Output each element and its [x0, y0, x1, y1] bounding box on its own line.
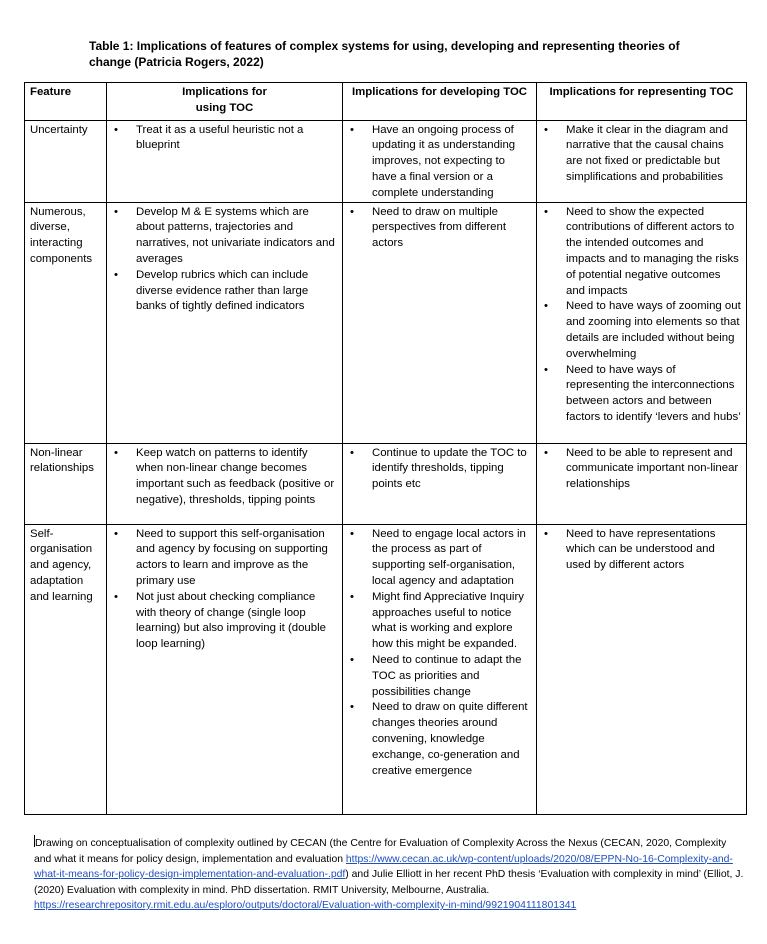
table-row-uncertainty	[25, 120, 747, 202]
bullet-item: • Need to show the expected contributions of different actors to the intended outcomes and impacts and to managing the risks of potential negative outcomes and impacts	[542, 205, 741, 300]
header-using-line2: using TOC	[195, 101, 254, 114]
bullet-item: • Need to engage local actors in the process as part of supporting self-organisation, local agency and adaptation	[348, 527, 531, 590]
feature-cell: Uncertainty	[25, 120, 107, 202]
table-row-non-linear	[25, 443, 747, 524]
bullet-item: • Need to have ways of representing the interconnections between actors and between factors to identify ‘levers and hubs’	[542, 363, 741, 426]
using-cell	[107, 202, 343, 443]
bullet-item: • Keep watch on patterns to identify when non-linear change becomes important such as feedback (positive or negative), thresholds, tipping points	[112, 446, 337, 509]
bullet-item: • Have an ongoing process of updating it as understanding improves, not expecting to have a final version or a complete understanding	[348, 123, 531, 202]
footnote-text-1: Drawing on conceptualisation of complexity outlined by CECAN (the Centre for Evaluation of Complexity Across the Nexus (CECAN, 2020, Complexity and what it means for policy design, implementation and evaluation	[34, 838, 727, 865]
footnote-text-2: ) and Julie Elliott in her recent PhD thesis ‘Evaluation with complexity in mind’ (Elliot, J. (2020) Evaluation with complexity in mind. PhD dissertation. RMIT University, Melbourne, Australia.	[34, 869, 744, 896]
feature-cell: Numerous, diverse, interacting components	[25, 202, 107, 443]
representing-cell	[537, 443, 747, 524]
bullet-item: • Develop rubrics which can include diverse evidence rather than large banks of tightly defined indicators	[112, 268, 337, 315]
representing-cell	[537, 524, 747, 814]
footnote	[34, 835, 746, 914]
header-row	[25, 83, 747, 121]
bullet-item: • Need to have representations which can be understood and used by different actors	[542, 527, 741, 574]
bullet-item: • Continue to update the TOC to identify thresholds, tipping points etc	[348, 446, 531, 493]
using-cell	[107, 120, 343, 202]
bullet-item: • Make it clear in the diagram and narrative that the causal chains are not fixed or predictable but simplifications and probabilities	[542, 123, 741, 186]
header-feature: Feature	[25, 83, 107, 121]
bullet-item: • Develop M & E systems which are about patterns, trajectories and narratives, not univariate indicators and averages	[112, 205, 337, 268]
feature-cell: Self-organisation and agency, adaptation and learning	[25, 524, 107, 814]
header-using-line1: Implications for	[182, 86, 267, 98]
table-row-components	[25, 202, 747, 443]
rmit-repository-link[interactable]: https://researchrepository.rmit.edu.au/esploro/outputs/doctoral/Evaluation-with-complexity-in-mind/9921904111801341	[34, 900, 577, 911]
developing-cell	[343, 443, 537, 524]
feature-cell: Non-linear relationships	[25, 443, 107, 524]
using-cell	[107, 524, 343, 814]
toc-implications-table	[24, 82, 747, 815]
representing-cell	[537, 202, 747, 443]
bullet-item: • Not just about checking compliance with theory of change (single loop learning) but also improving it (double loop learning)	[112, 590, 337, 653]
cecan-link[interactable]: https://www.cecan.ac.uk/wp-content/uploads/2020/08/EPPN-No-16-Complexity-and-what-it-means-for-policy-design-implementation-and-evaluation-.pdf	[34, 853, 733, 880]
developing-cell	[343, 524, 537, 814]
bullet-item: • Need to continue to adapt the TOC as priorities and possibilities change	[348, 653, 531, 700]
bullet-item: • Need to draw on multiple perspectives from different actors	[348, 205, 531, 252]
table-caption: Table 1: Implications of features of complex systems for using, developing and representing theories of change (Patricia Rogers, 2022)	[89, 39, 680, 69]
developing-cell	[343, 120, 537, 202]
bullet-item: • Treat it as a useful heuristic not a blueprint	[112, 123, 337, 155]
table-row-self-organisation	[25, 524, 747, 814]
developing-cell	[343, 202, 537, 443]
bullet-item: • Need to draw on quite different changes theories around convening, knowledge exchange, co-generation and creative emergence	[348, 700, 531, 779]
header-representing-toc: Implications for representing TOC	[537, 83, 747, 121]
bullet-item: • Need to have ways of zooming out and zooming into elements so that details are included without being overwhelming	[542, 299, 741, 362]
representing-cell	[537, 120, 747, 202]
header-using-toc	[107, 83, 343, 121]
bullet-item: • Might find Appreciative Inquiry approaches useful to notice what is working and explore how this might be expanded.	[348, 590, 531, 653]
header-developing-toc: Implications for developing TOC	[343, 83, 537, 121]
bullet-item: • Need to be able to represent and communicate important non-linear relationships	[542, 446, 741, 493]
bullet-item: • Need to support this self-organisation and agency by focusing on supporting actors to learn and improve as the primary use	[112, 527, 337, 590]
using-cell	[107, 443, 343, 524]
